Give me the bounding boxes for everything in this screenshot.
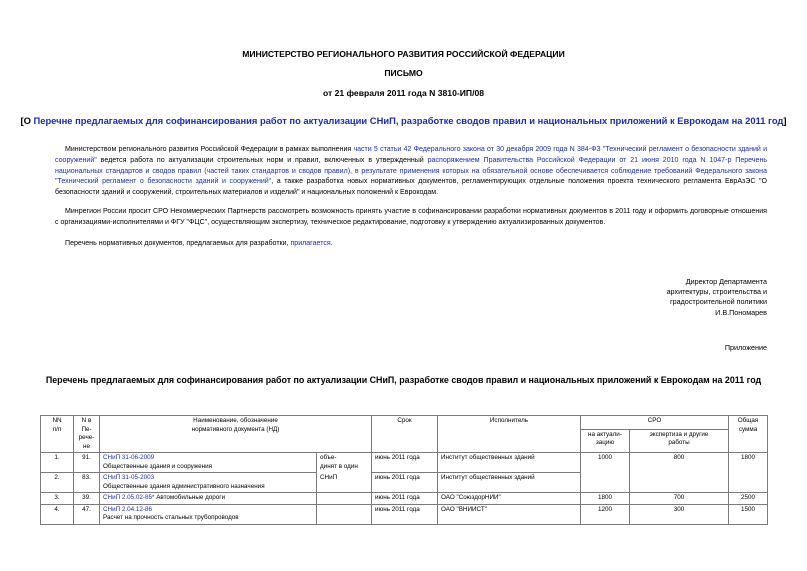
header-sro: СРО — [581, 416, 729, 430]
cell-document — [100, 453, 317, 473]
cell-expertise: 800 — [630, 453, 729, 473]
p2-text: Минрегион России просит СРО Некоммерческих Партнерств рассмотреть возможность принять участие в софинансировании разработки нормативных документов в 2011 году и оформить договорные отношения с организациями-исполнителями и ФГУ "ФЦС", осуществляющим экспертизу, техническое редактирование, подготовку к утверждению актуализированных документов. — [55, 208, 767, 226]
cell-actualization: 1800 — [581, 493, 630, 505]
cell-executor: ОАО "ВНИИСТ" — [438, 504, 581, 524]
cell-list-number: 83. — [74, 473, 100, 493]
cell-nn: 2. — [41, 473, 74, 493]
p3-link-attached[interactable]: прилагается — [290, 240, 331, 247]
paragraph-1 — [55, 145, 767, 199]
cell-expertise: 700 — [630, 493, 729, 505]
cell-term: июнь 2011 года — [372, 473, 438, 493]
cell-note: объе- динят в один — [317, 453, 372, 473]
table-row — [41, 473, 768, 493]
subject-open-bracket: [О — [20, 115, 34, 126]
cell-nn: 1. — [41, 453, 74, 473]
cell-expertise: 300 — [630, 504, 729, 524]
cell-actualization — [581, 473, 630, 493]
subject-link[interactable]: Перечне предлагаемых для софинансирования работ по актуализации СНиП, разработке сводов правил и национальных приложений к Еврокодам на 2011 год — [33, 115, 784, 126]
cell-executor: ОАО "СоюздорНИИ" — [438, 493, 581, 505]
cell-executor: Институт общественных зданий — [438, 473, 581, 493]
document-title: Общественные здания административного назначения — [103, 482, 265, 490]
document-link[interactable]: СНиП 2.05.02-85* — [103, 494, 155, 501]
cell-document — [100, 473, 317, 493]
subject-line — [0, 115, 807, 126]
header-executor: Исполнитель — [438, 416, 581, 453]
cell-nn: 4. — [41, 504, 74, 524]
cell-note — [317, 493, 372, 505]
cell-document — [100, 504, 317, 524]
cell-nn: 3. — [41, 493, 74, 505]
cell-list-number: 91. — [74, 453, 100, 473]
cell-term: июнь 2011 года — [372, 453, 438, 473]
documents-table — [40, 415, 768, 525]
cell-actualization: 1200 — [581, 504, 630, 524]
paragraph-2 — [55, 207, 767, 229]
document-title: Автомобильные дороги — [156, 494, 226, 501]
cell-total: 1500 — [729, 504, 768, 524]
cell-term: июнь 2011 года — [372, 493, 438, 505]
table-row — [41, 493, 768, 505]
header-list-number: N в Пе- рече- не — [74, 416, 100, 453]
cell-note — [317, 504, 372, 524]
table-header-row — [41, 416, 768, 430]
signature-line-1: Директор Департамента — [685, 277, 767, 286]
header-name: Наименование, обозначение нормативного документа (НД) — [100, 416, 372, 453]
header-sro-actualization: на актуали- зацию — [581, 429, 630, 453]
p1-link-order[interactable]: распоряжением Правительства Российской Федерации от 21 июня 2010 года N 1047-р Перечень национальных стандартов и сводов правил (частей таких стандартов и сводов правил), в результате применения которых на обязательной основе обеспечивается соблюдение требований Федерального закона "Технический регламент о безопасности зданий и сооружений" — [55, 156, 768, 186]
document-link[interactable]: СНиП 31-06-2009 — [103, 454, 155, 461]
doc-date-number: от 21 февраля 2011 года N 3810-ИП/08 — [322, 88, 485, 98]
document-link[interactable]: СНиП 31-05-2003 — [103, 474, 155, 481]
table-row — [41, 453, 768, 473]
signature-line-2: архитектуры, строительства и — [666, 287, 767, 297]
header-sro-expertise: экспертиза и другие работы — [630, 429, 729, 453]
header-nn: NN п/п — [41, 416, 74, 453]
cell-document — [100, 493, 317, 505]
signature-line-3: градостроительной политики — [670, 297, 767, 307]
list-title: Перечень предлагаемых для софинансирования работ по актуализации СНиП, разработке сводов правил и национальных приложений к Еврокодам на 2011 год — [45, 375, 762, 385]
cell-total: 1800 — [729, 453, 768, 473]
subject-close-bracket: ] — [783, 115, 787, 126]
header-term: Срок — [372, 416, 438, 453]
p3-text-1: Перечень нормативных документов, предлагаемых для разработки, — [65, 240, 291, 247]
cell-actualization: 1000 — [581, 453, 630, 473]
p1-text-3: , а также разработка новых нормативных документов, регламентирующих отдельные положения проекта технического регламента ЕврАзЭС "О безопасности зданий и сооружений, строительных материалов и изделий" и национальных положений к Еврокодам. — [55, 178, 767, 197]
document-link[interactable]: СНиП 2.04.12-86 — [103, 505, 152, 513]
signature-block — [547, 277, 767, 318]
p1-text-1: Министерством регионального развития Российской Федерации в рамках выполнения — [65, 146, 354, 153]
cell-list-number: 39. — [74, 493, 100, 505]
cell-executor: Институт общественных зданий — [438, 453, 581, 473]
ministry-heading: МИНИСТЕРСТВО РЕГИОНАЛЬНОГО РАЗВИТИЯ РОССИЙСКОЙ ФЕДЕРАЦИИ — [242, 49, 565, 59]
cell-expertise — [630, 473, 729, 493]
doc-type: ПИСЬМО — [384, 68, 423, 78]
table-row — [41, 504, 768, 524]
p1-link-law[interactable]: части 5 статьи 42 Федерального закона от 30 декабря 2009 года N 384-ФЗ "Технический регламент о безопасности зданий и сооружений" — [55, 146, 768, 164]
cell-note: СНиП — [317, 473, 372, 493]
p1-text-2: ведется работа по актуализации строительных норм и правил, включенных в утвержденный — [96, 156, 428, 164]
cell-total — [729, 473, 768, 493]
cell-list-number: 47. — [74, 504, 100, 524]
cell-total: 2500 — [729, 493, 768, 505]
paragraph-3 — [55, 239, 767, 250]
document-title: Расчет на прочность стальных трубопроводов — [103, 514, 239, 521]
appendix-label: Приложение — [724, 343, 767, 352]
header-total: Общая сумма — [729, 416, 768, 453]
signature-name: И.В.Пономарев — [715, 307, 767, 317]
p3-text-2: . — [330, 240, 333, 247]
document-title: Общественные здания и сооружения — [103, 462, 212, 470]
cell-term: июнь 2011 года — [372, 504, 438, 524]
